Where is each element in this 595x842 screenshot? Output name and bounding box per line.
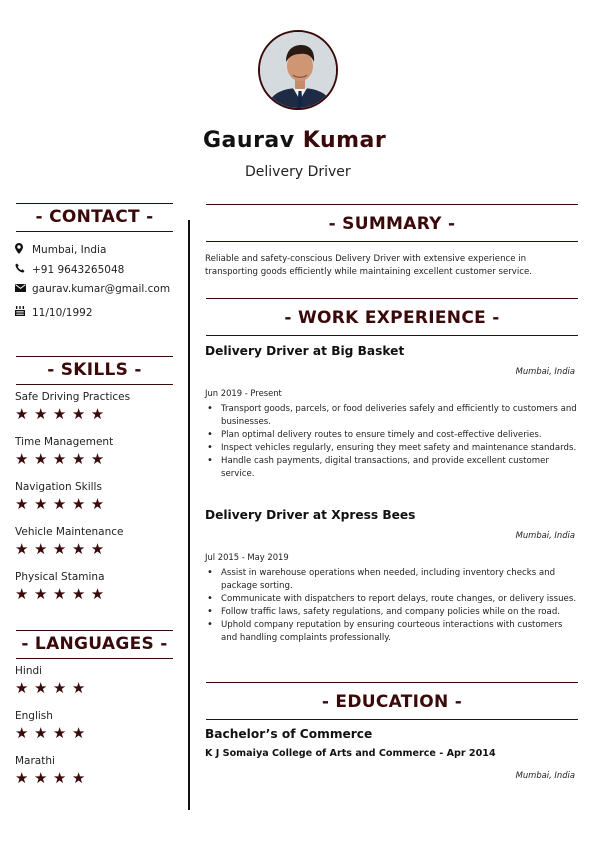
last-name: Kumar — [302, 128, 387, 153]
job-location: Mumbai, India — [515, 530, 575, 540]
candidate-name — [0, 128, 595, 153]
contact-phone-text: +91 9643265048 — [32, 263, 125, 276]
phone-icon — [15, 263, 32, 276]
language-label: Marathi — [15, 755, 55, 767]
location-pin-icon — [15, 243, 32, 257]
skill-label: Physical Stamina — [15, 571, 105, 583]
language-label: Hindi — [15, 665, 43, 677]
contact-birthdate-text: 11/10/1992 — [32, 306, 93, 319]
list-item: • Communicate with dispatchers to report delays, route changes, or delivery issues. — [205, 593, 579, 606]
job-title: Delivery Driver at Big Basket — [205, 344, 405, 358]
skills-heading: - SKILLS - — [16, 356, 173, 385]
contact-birthdate — [15, 306, 93, 319]
skill-label: Safe Driving Practices — [15, 391, 131, 403]
job-dates: Jun 2019 - Present — [205, 388, 282, 398]
skill-rating-stars: ★★★★★ — [15, 495, 110, 513]
language-rating-stars: ★★★★ — [15, 724, 91, 742]
list-item: • Assist in warehouse operations when needed, including inventory checks and package sorting. — [205, 567, 579, 593]
job-title-subheading: Delivery Driver — [245, 164, 351, 180]
contact-email-text: gaurav.kumar@gmail.com — [32, 283, 171, 295]
list-item: • Follow traffic laws, safety regulations, and company policies while on the road. — [205, 606, 579, 619]
list-item: • Uphold company reputation by ensuring courteous interactions with customers and handling complaints professionally. — [205, 619, 579, 645]
job-responsibilities — [205, 403, 579, 480]
list-item: • Handle cash payments, digital transactions, and provide excellent customer service. — [205, 455, 579, 481]
contact-phone — [15, 263, 124, 276]
list-item: • Inspect vehicles regularly, ensuring they meet safety and maintenance standards. — [205, 442, 579, 455]
list-item: • Transport goods, parcels, or food deliveries safely and efficiently to customers and businesses. — [205, 403, 579, 429]
summary-heading: - SUMMARY - — [206, 204, 578, 242]
job-dates: Jul 2015 - May 2019 — [205, 552, 289, 562]
skill-rating-stars: ★★★★★ — [15, 585, 110, 603]
school-name: K J Somaiya College of Arts and Commerce - Apr 2014 — [205, 748, 496, 759]
contact-location-text: Mumbai, India — [32, 244, 107, 256]
language-label: English — [15, 710, 53, 722]
first-name: Gaurav — [203, 128, 295, 153]
calendar-icon — [15, 306, 32, 319]
language-rating-stars: ★★★★ — [15, 769, 91, 787]
skill-label: Vehicle Maintenance — [15, 526, 124, 538]
skill-rating-stars: ★★★★★ — [15, 450, 110, 468]
contact-location — [15, 243, 106, 257]
job-location: Mumbai, India — [515, 366, 575, 376]
skill-rating-stars: ★★★★★ — [15, 405, 110, 423]
contact-email — [15, 283, 170, 295]
work-experience-heading: - WORK EXPERIENCE - — [206, 298, 578, 336]
summary-text: Reliable and safety-conscious Delivery Driver with extensive experience in transporting goods efficiently while maintaining excellent customer service. — [205, 254, 533, 277]
contact-heading: - CONTACT - — [16, 203, 173, 232]
education-location: Mumbai, India — [515, 770, 575, 780]
column-divider — [188, 220, 190, 810]
profile-photo — [258, 30, 338, 110]
envelope-icon — [15, 284, 32, 295]
languages-heading: - LANGUAGES - — [16, 630, 173, 659]
skill-rating-stars: ★★★★★ — [15, 540, 110, 558]
language-rating-stars: ★★★★ — [15, 679, 91, 697]
skill-label: Time Management — [15, 436, 114, 448]
list-item: • Plan optimal delivery routes to ensure timely and cost-effective deliveries. — [205, 429, 579, 442]
degree-title: Bachelor’s of Commerce — [205, 727, 373, 741]
education-heading: - EDUCATION - — [206, 682, 578, 720]
skill-label: Navigation Skills — [15, 481, 102, 493]
job-title: Delivery Driver at Xpress Bees — [205, 508, 416, 522]
job-responsibilities — [205, 567, 579, 644]
